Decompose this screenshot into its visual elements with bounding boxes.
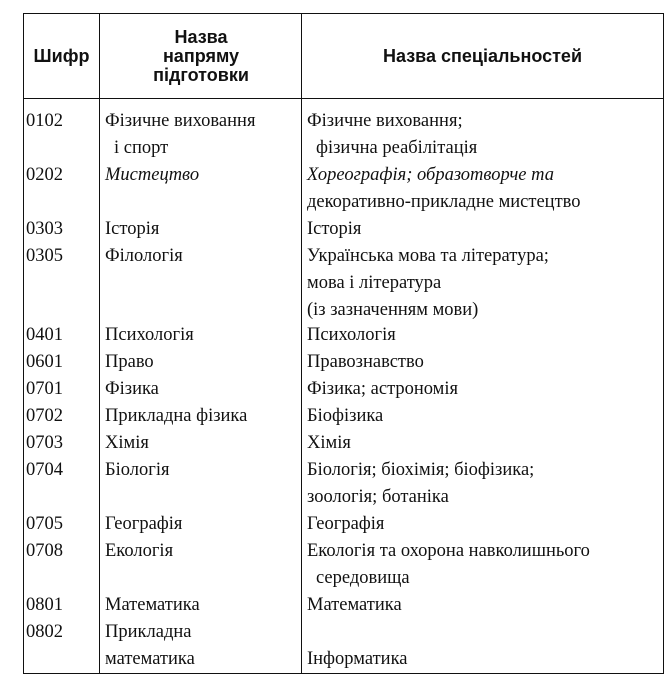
header-direction-line: підготовки bbox=[153, 64, 249, 85]
header-direction bbox=[101, 14, 301, 98]
row-direction: Історія bbox=[105, 219, 160, 239]
row-code: 0102 bbox=[26, 111, 63, 131]
header-specialty bbox=[303, 14, 662, 98]
row-code: 0601 bbox=[26, 352, 63, 372]
row-specialty: Психологія bbox=[307, 325, 396, 345]
row-direction: Прикладна фізика bbox=[105, 406, 248, 426]
row-direction: Хімія bbox=[105, 433, 149, 453]
header-direction-line: Назва bbox=[174, 26, 228, 47]
row-specialty: Біологія; біохімія; біофізика; зоологія; ботаніка bbox=[307, 460, 535, 507]
row-direction: Право bbox=[105, 352, 154, 372]
row-direction: Мистецтво bbox=[105, 165, 200, 185]
row-specialty: Історія bbox=[307, 219, 362, 239]
row-direction: Психологія bbox=[105, 325, 194, 345]
row-specialty: Українська мова та література; мова і література (із зазначенням мови) bbox=[307, 246, 549, 320]
specialties-table bbox=[23, 13, 664, 674]
row-code: 0702 bbox=[26, 406, 63, 426]
row-code: 0202 bbox=[26, 165, 63, 185]
row-specialty: Екологія та охорона навколишнього середовища bbox=[307, 541, 590, 588]
row-direction: Прикладна математика bbox=[105, 622, 195, 669]
header-specialty-label: Назва спеціальностей bbox=[382, 45, 583, 66]
row-direction: Біологія bbox=[105, 460, 170, 480]
row-specialty: Географія bbox=[307, 514, 385, 534]
row-direction: Екологія bbox=[105, 541, 174, 561]
row-specialty: Математика bbox=[307, 595, 402, 615]
row-specialty: Хореографія; образотворче та декоративно-прикладне мистецтво bbox=[307, 165, 581, 212]
header-code-label: Шифр bbox=[33, 45, 90, 66]
row-code: 0703 bbox=[26, 433, 63, 453]
header-direction-line: напряму bbox=[162, 45, 240, 66]
row-code: 0701 bbox=[26, 379, 63, 399]
row-direction: Філологія bbox=[105, 246, 183, 266]
row-specialty: Інформатика bbox=[307, 649, 408, 669]
row-code: 0704 bbox=[26, 460, 63, 480]
row-specialty: Фізичне виховання; фізична реабілітація bbox=[307, 111, 478, 158]
row-code: 0303 bbox=[26, 219, 63, 239]
row-code: 0401 bbox=[26, 325, 63, 345]
column-divider-direction bbox=[301, 14, 302, 673]
row-direction: Географія bbox=[105, 514, 183, 534]
row-code: 0705 bbox=[26, 514, 63, 534]
row-specialty: Фізика; астрономія bbox=[307, 379, 459, 399]
row-specialty: Хімія bbox=[307, 433, 351, 453]
header-divider bbox=[24, 98, 663, 99]
row-specialty: Правознавство bbox=[307, 352, 424, 372]
header-code bbox=[24, 14, 99, 98]
column-divider-code bbox=[99, 14, 100, 673]
row-specialty: Біофізика bbox=[307, 406, 384, 426]
row-code: 0708 bbox=[26, 541, 63, 561]
row-code: 0801 bbox=[26, 595, 63, 615]
row-direction: Фізика bbox=[105, 379, 159, 399]
row-code: 0305 bbox=[26, 246, 63, 266]
row-direction: Математика bbox=[105, 595, 200, 615]
row-code: 0802 bbox=[26, 622, 63, 642]
row-direction: Фізичне виховання і спорт bbox=[105, 111, 256, 158]
